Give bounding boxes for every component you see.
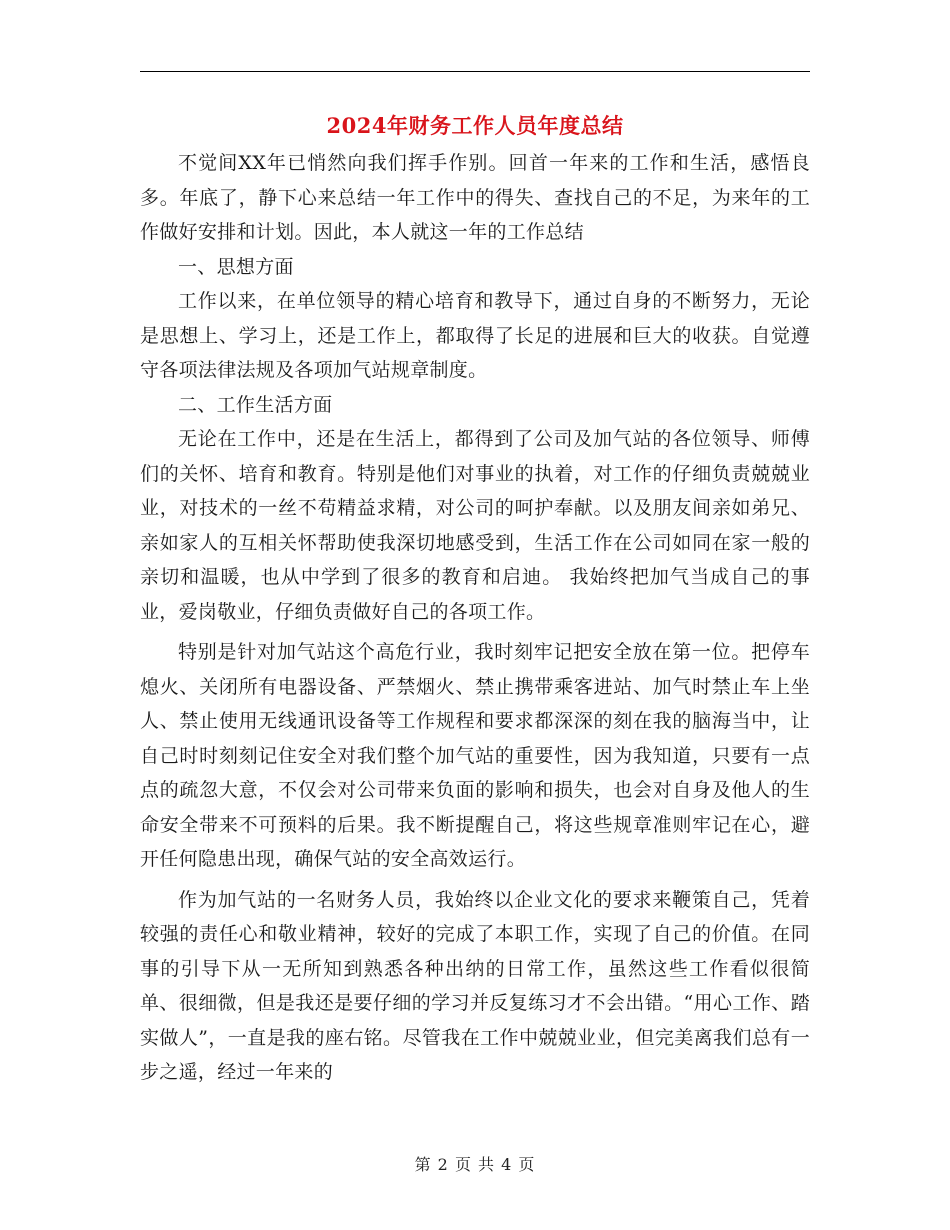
- paragraph-work-life: 无论在工作中，还是在生活上，都得到了公司及加气站的各位领导、师傅们的关怀、培育和教育。特别是他们对事业的执着，对工作的仔细负责兢兢业业，对技术的一丝不苟精益求精，对公司的呵护奉献。以及朋友间亲如弟兄、亲如家人的互相关怀帮助使我深切地感受到，生活工作在公司如同在家一般的亲切和温暖，也从中学到了很多的教育和启迪。 我始终把加气当成自己的事业，爱岗敬业，仔细负责做好自己的各项工作。: [140, 428, 810, 623]
- section-heading-thought: 一、思想方面: [178, 255, 294, 278]
- document-body: [140, 146, 810, 1090]
- document-title: 2024年财务工作人员年度总结: [326, 113, 624, 138]
- paragraph-intro: 不觉间XX年已悄然向我们挥手作别。回首一年来的工作和生活，感悟良多。年底了，静下心来总结一年工作中的得失、查找自己的不足，为来年的工作做好安排和计划。因此，本人就这一年的工作总结: [140, 152, 810, 243]
- page-footer: 第 2 页 共 4 页: [414, 1155, 536, 1174]
- section-heading-work-life: 二、工作生活方面: [178, 393, 333, 416]
- header-rule: [140, 71, 810, 72]
- paragraph-finance: 作为加气站的一名财务人员，我始终以企业文化的要求来鞭策自己，凭着较强的责任心和敬业精神，较好的完成了本职工作，实现了自己的价值。在同事的引导下从一无所知到熟悉各种出纳的日常工作，虽然这些工作看似很简单、很细微，但是我还是要仔细的学习并反复练习才不会出错。“用心工作、踏实做人”，一直是我的座右铭。尽管我在工作中兢兢业业，但完美离我们总有一步之遥，经过一年来的: [140, 888, 810, 1083]
- paragraph-safety: 特别是针对加气站这个高危行业，我时刻牢记把安全放在第一位。把停车熄火、关闭所有电器设备、严禁烟火、禁止携带乘客进站、加气时禁止车上坐人、禁止使用无线通讯设备等工作规程和要求都深深的刻在我的脑海当中，让自己时时刻刻记住安全对我们整个加气站的重要性，因为我知道，只要有一点点的疏忽大意，不仅会对公司带来负面的影响和损失，也会对自身及他人的生命安全带来不可预料的后果。我不断提醒自己，将这些规章准则牢记在心，避开任何隐患出现，确保气站的安全高效运行。: [140, 641, 810, 870]
- paragraph-thought: 工作以来，在单位领导的精心培育和教导下，通过自身的不断努力，无论是思想上、学习上，还是工作上，都取得了长足的进展和巨大的收获。自觉遵守各项法律法规及各项加气站规章制度。: [140, 290, 810, 381]
